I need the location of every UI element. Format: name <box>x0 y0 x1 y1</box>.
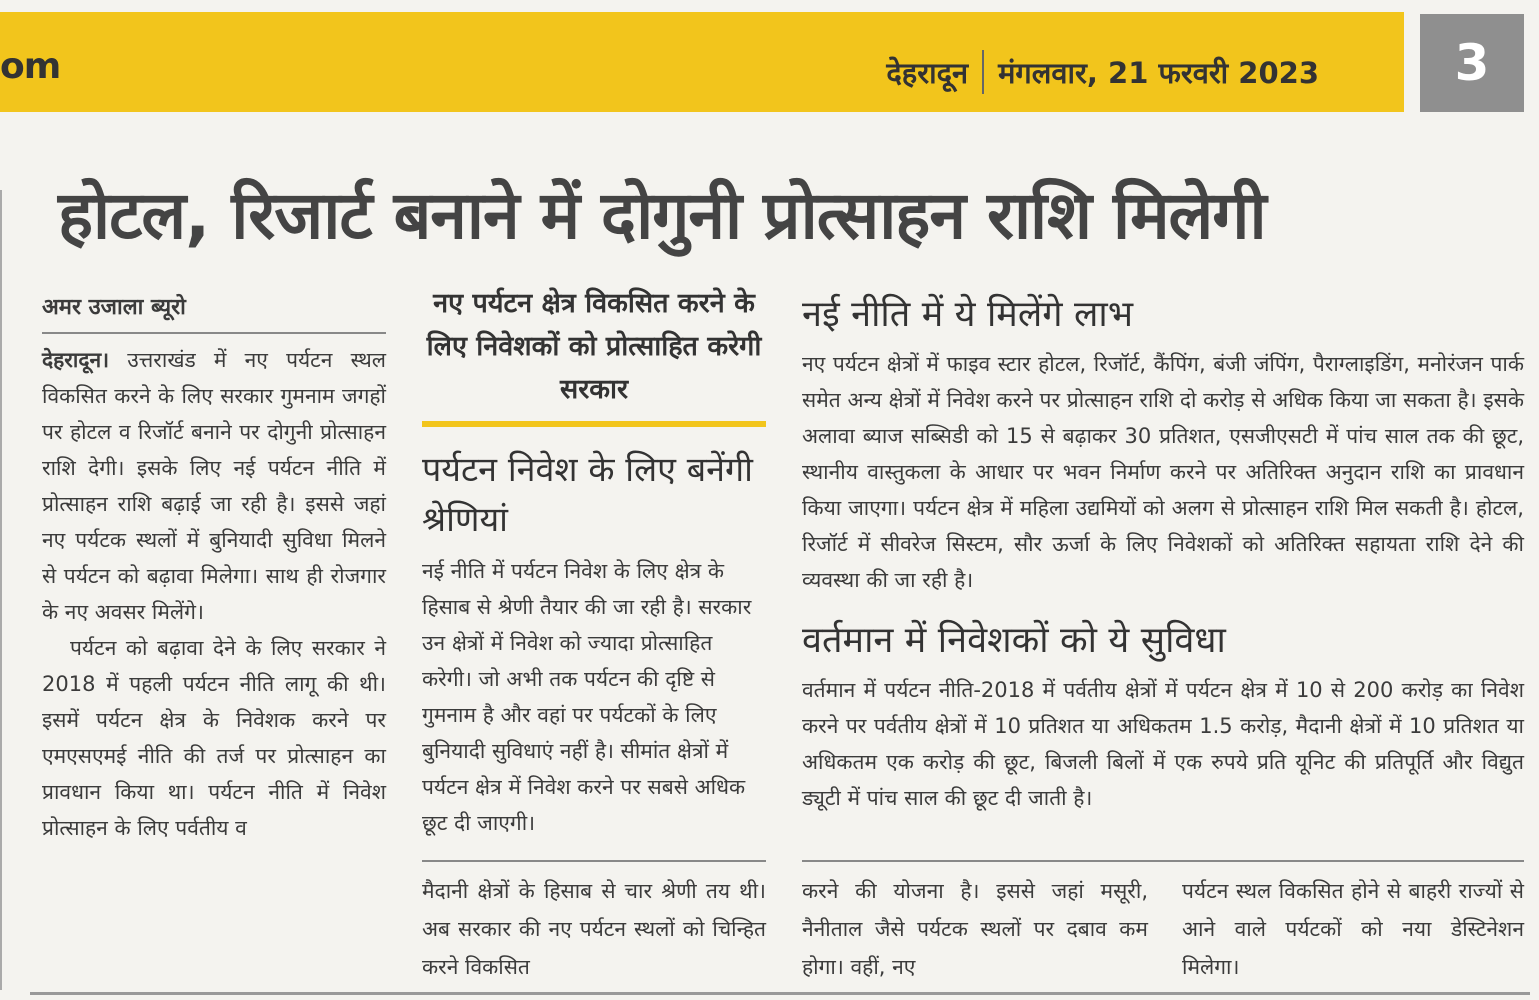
byline: अमर उजाला ब्यूरो <box>42 290 386 334</box>
current-facilities-body: वर्तमान में पर्यटन नीति-2018 में पर्वतीय क्षेत्रों में पर्यटन क्षेत्र में 10 से 200 करोड़ का निवेश करने पर पर्वतीय क्षेत्रों में 10 प्रतिशत या अधिकतम 1.5 करोड़, मैदानी क्षेत्रों में 10 प्रतिशत या अधिकतम एक करोड़ की छूट, बिजली बिलों में एक रुपये प्रति यूनिट की प्रतिपूर्ति और विद्युत ड्यूटी में पांच साल की छूट दी जाती है। <box>802 678 1524 810</box>
subhead-benefits: नई नीति में ये मिलेंगे लाभ <box>802 294 1133 335</box>
column-2 <box>422 282 766 841</box>
site-url-fragment: om <box>0 46 61 87</box>
paragraph-1 <box>42 342 386 630</box>
left-column-rule <box>0 190 2 990</box>
subhead-categories: पर्यटन निवेश के लिए बनेंगी श्रेणियां <box>422 450 753 540</box>
lower-text-col-3: करने की योजना है। इससे जहां मसूरी, नैनीताल जैसे पर्यटक स्थलों पर दबाव कम होगा। वहीं, नए <box>802 879 1148 979</box>
headline: होटल, रिजार्ट बनाने में दोगुनी प्रोत्साहन राशि मिलेगी <box>58 177 1266 254</box>
subhead-current-facilities: वर्तमान में निवेशकों को ये सुविधा <box>802 620 1226 661</box>
dateline <box>886 50 1319 94</box>
deck-headline: नए पर्यटन क्षेत्र विकसित करने के लिए निवेशकों को प्रोत्साहित करेगी सरकार <box>422 282 766 427</box>
bottom-rule <box>30 992 1530 995</box>
city-name: देहरादून <box>886 55 969 90</box>
categories-body: नई नीति में पर्यटन निवेश के लिए क्षेत्र के हिसाब से श्रेणी तैयार की जा रही है। सरकार उन क्षेत्रों में निवेश को ज्यादा प्रोत्साहित करेगी। जो अभी तक पर्यटन की दृष्टि से गुमनाम है और वहां पर पर्यटकों के लिए बुनियादी सुविधाएं नहीं है। सीमांत क्षेत्रों में पर्यटन क्षेत्र में निवेश करने पर सबसे अधिक छूट दी जाएगी। <box>422 559 752 835</box>
page-number: 3 <box>1420 14 1524 112</box>
benefits-body: नए पर्यटन क्षेत्रों में फाइव स्टार होटल, रिजॉर्ट, कैंपिंग, बंजी जंपिंग, पैराग्लाइडिंग, मनोरंजन पार्क समेत अन्य क्षेत्रों में निवेश करने पर प्रोत्साहन राशि दो करोड़ से अधिक किया जा सकता है। इसके अलावा ब्याज सब्सिडी को 15 से बढ़ाकर 30 प्रतिशत, एसजीएसटी में पांच साल तक की छूट, स्थानीय वास्तुकला के आधार पर भवन निर्माण करने पर अतिरिक्त अनुदान राशि का प्रावधान किया जाएगा। पर्यटन क्षेत्र में महिला उद्यमियों को अलग से प्रोत्साहन राशि मिल सकती है। होटल, रिजॉर्ट में सीवरेज सिस्टम, सौर ऊर्जा के लिए निवेशकों को अतिरिक्त सहायता राशि देने की व्यवस्था की जा रही है। <box>802 352 1524 592</box>
issue-date: मंगलवार, 21 फरवरी 2023 <box>998 55 1319 90</box>
lower-text-col-2: मैदानी क्षेत्रों के हिसाब से चार श्रेणी तय थी। अब सरकार की नए पर्यटन स्थलों को चिन्हित करने विकसित <box>422 879 766 979</box>
column-1 <box>42 290 386 846</box>
paragraph-2: पर्यटन को बढ़ावा देने के लिए सरकार ने 2018 में पहली पर्यटन नीति लागू की थी। इसमें पर्यटन क्षेत्र के निवेशक करने पर एमएसएमई नीति की तर्ज पर प्रोत्साहन का प्रावधान किया था। पर्यटन नीति में निवेश प्रोत्साहन के लिए पर्वतीय व <box>42 636 386 840</box>
paragraph-1-text: उत्तराखंड में नए पर्यटन स्थल विकसित करने के लिए सरकार गुमनाम जगहों पर होटल व रिजॉर्ट बनाने पर दोगुनी प्रोत्साहन राशि देगी। इसके लिए नई पर्यटन नीति में प्रोत्साहन राशि बढ़ाई जा रही है। इससे जहां नए पर्यटक स्थलों में बुनियादी सुविधा मिलने से पर्यटन को बढ़ावा मिलेगा। साथ ही रोजगार के नए अवसर मिलेंगे। <box>42 348 386 624</box>
dateline-separator <box>982 50 984 94</box>
dateline-place: देहरादून। <box>42 348 110 372</box>
lower-text-col-4: पर्यटन स्थल विकसित होने से बाहरी राज्यों से आने वाले पर्यटकों को नया डेस्टिनेशन मिलेगा। <box>1182 879 1524 979</box>
column-3 <box>802 290 1524 816</box>
